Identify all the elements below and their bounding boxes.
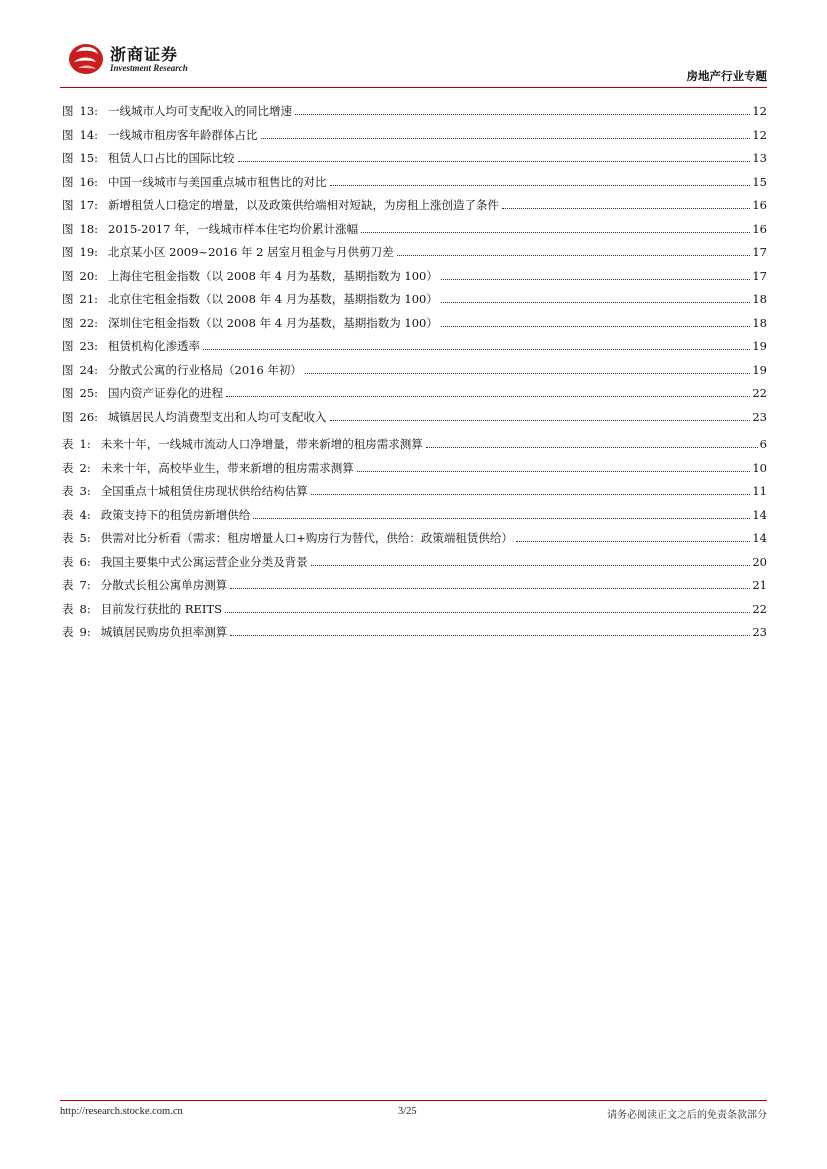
leader-dots xyxy=(361,232,750,233)
entry-title: 租赁机构化渗透率 xyxy=(108,339,201,353)
entry-number: 25: xyxy=(79,386,99,400)
brand-name-cn: 浙商证券 xyxy=(110,45,179,64)
entry-title: 深圳住宅租金指数（以 2008 年 4 月为基数，基期指数为 100） xyxy=(108,315,438,330)
entry-number: 24: xyxy=(79,362,99,377)
table-entry[interactable] xyxy=(62,554,767,578)
entry-page: 17 xyxy=(752,268,767,283)
table-entry[interactable] xyxy=(62,460,767,484)
entry-title: 我国主要集中式公寓运营企业分类及背景 xyxy=(100,554,308,569)
leader-dots xyxy=(230,635,750,636)
entry-number: 20: xyxy=(79,268,99,283)
entry-number: 17: xyxy=(79,198,99,212)
entry-title: 分散式长租公寓单房测算 xyxy=(100,578,228,592)
footer-page-number: 3/25 xyxy=(398,1106,417,1117)
entry-label: 图 xyxy=(62,104,74,118)
entry-label: 表 xyxy=(62,625,74,639)
leader-dots xyxy=(253,518,750,519)
figure-entry[interactable] xyxy=(62,174,767,198)
entry-number: 19: xyxy=(79,245,99,259)
entry-page: 16 xyxy=(752,198,767,212)
entry-label: 图 xyxy=(62,409,74,424)
entry-page: 18 xyxy=(752,292,767,306)
entry-label: 图 xyxy=(62,221,74,236)
entry-title: 北京住宅租金指数（以 2008 年 4 月为基数，基期指数为 100） xyxy=(108,292,438,306)
entry-page: 17 xyxy=(752,245,767,259)
entry-title: 一线城市租房客年龄群体占比 xyxy=(108,127,258,142)
report-type-label: 房地产行业专题 xyxy=(686,69,767,83)
footer-disclaimer: 请务必阅读正文之后的免责条款部分 xyxy=(607,1110,767,1121)
entry-number: 21: xyxy=(79,292,99,306)
entry-title: 目前发行获批的 REITS xyxy=(100,601,223,616)
leader-dots xyxy=(238,161,751,162)
leader-dots xyxy=(441,302,751,303)
entry-number: 9: xyxy=(79,625,91,639)
entry-page: 23 xyxy=(752,625,767,639)
table-list xyxy=(62,436,767,648)
entry-page: 11 xyxy=(752,484,767,498)
footer-url: http://research.stocke.com.cn xyxy=(60,1106,183,1117)
table-entry[interactable] xyxy=(62,530,767,554)
entry-page: 19 xyxy=(752,362,767,377)
figure-entry[interactable] xyxy=(62,197,767,221)
entry-title: 新增租赁人口稳定的增量，以及政策供给端相对短缺，为房租上涨创造了条件 xyxy=(108,198,500,212)
entry-label: 图 xyxy=(62,268,74,283)
entry-page: 12 xyxy=(752,104,767,118)
leader-dots xyxy=(426,447,758,448)
entry-title: 2015-2017 年，一线城市样本住宅均价累计涨幅 xyxy=(108,221,359,236)
entry-number: 6: xyxy=(79,554,91,569)
entry-label: 表 xyxy=(62,507,74,522)
leader-dots xyxy=(311,494,751,495)
entry-title: 分散式公寓的行业格局（2016 年初） xyxy=(108,362,302,377)
entry-label: 图 xyxy=(62,292,74,306)
leader-dots xyxy=(441,279,751,280)
entry-number: 1: xyxy=(79,437,91,451)
entry-label: 图 xyxy=(62,315,74,330)
table-entry[interactable] xyxy=(62,436,767,460)
figure-entry[interactable] xyxy=(62,221,767,245)
leader-dots xyxy=(357,471,751,472)
figure-list xyxy=(62,103,767,432)
entry-label: 表 xyxy=(62,531,74,545)
entry-page: 16 xyxy=(752,221,767,236)
figure-entry[interactable] xyxy=(62,244,767,268)
entry-page: 13 xyxy=(752,151,767,165)
entry-number: 7: xyxy=(79,578,91,592)
entry-number: 16: xyxy=(79,174,99,189)
leader-dots xyxy=(230,588,750,589)
entry-title: 城镇居民购房负担率测算 xyxy=(100,625,228,639)
leader-dots xyxy=(330,420,751,421)
figure-entry[interactable] xyxy=(62,103,767,127)
entry-number: 8: xyxy=(79,601,91,616)
entry-title: 北京某小区 2009~2016 年 2 居室月租金与月供剪刀差 xyxy=(108,245,394,259)
entry-label: 图 xyxy=(62,245,74,259)
leader-dots xyxy=(295,114,750,115)
entry-title: 全国重点十城租赁住房现状供给结构估算 xyxy=(100,484,308,498)
entry-number: 22: xyxy=(79,315,99,330)
entry-number: 23: xyxy=(79,339,99,353)
entry-label: 表 xyxy=(62,601,74,616)
entry-number: 2: xyxy=(79,460,91,475)
entry-label: 图 xyxy=(62,339,74,353)
figure-entry[interactable] xyxy=(62,362,767,386)
leader-dots xyxy=(305,373,750,374)
entry-title: 城镇居民人均消费型支出和人均可支配收入 xyxy=(108,409,327,424)
leader-dots xyxy=(441,326,751,327)
table-entry[interactable] xyxy=(62,577,767,601)
leader-dots xyxy=(516,541,751,542)
entry-page: 12 xyxy=(752,127,767,142)
entry-page: 23 xyxy=(752,409,767,424)
figure-entry[interactable] xyxy=(62,291,767,315)
table-entry[interactable] xyxy=(62,507,767,531)
table-entry[interactable] xyxy=(62,483,767,507)
leader-dots xyxy=(261,138,751,139)
leader-dots xyxy=(203,349,750,350)
entry-label: 表 xyxy=(62,578,74,592)
entry-title: 一线城市人均可支配收入的同比增速 xyxy=(108,104,293,118)
entry-page: 20 xyxy=(752,554,767,569)
entry-title: 未来十年，一线城市流动人口净增量，带来新增的租房需求测算 xyxy=(100,437,423,451)
entry-title: 未来十年，高校毕业生，带来新增的租房需求测算 xyxy=(100,460,354,475)
entry-page: 22 xyxy=(752,386,767,400)
entry-number: 4: xyxy=(79,507,91,522)
entry-page: 21 xyxy=(752,578,767,592)
entry-page: 14 xyxy=(752,507,767,522)
entry-page: 10 xyxy=(752,460,767,475)
entry-page: 18 xyxy=(752,315,767,330)
entry-page: 19 xyxy=(752,339,767,353)
entry-number: 3: xyxy=(79,484,91,498)
footer-divider xyxy=(60,1100,767,1101)
entry-label: 图 xyxy=(62,174,74,189)
entry-title: 政策支持下的租赁房新增供给 xyxy=(100,507,251,522)
entry-title: 国内资产证券化的进程 xyxy=(108,386,224,400)
figure-entry[interactable] xyxy=(62,385,767,409)
entry-title: 租赁人口占比的国际比较 xyxy=(108,151,235,165)
entry-title: 供需对比分析看（需求：租房增量人口+购房行为替代，供给：政策端租赁供给） xyxy=(100,531,513,545)
figure-entry[interactable] xyxy=(62,127,767,151)
entry-title: 中国一线城市与美国重点城市租售比的对比 xyxy=(108,174,327,189)
entry-number: 14: xyxy=(79,127,99,142)
entry-page: 6 xyxy=(759,437,767,451)
leader-dots xyxy=(330,185,751,186)
entry-number: 26: xyxy=(79,409,99,424)
entry-label: 表 xyxy=(62,554,74,569)
entry-page: 15 xyxy=(752,174,767,189)
entry-number: 15: xyxy=(79,151,99,165)
brand-name-en: Investment Research xyxy=(110,63,188,73)
leader-dots xyxy=(397,255,751,256)
table-entry[interactable] xyxy=(62,601,767,625)
figure-entry[interactable] xyxy=(62,338,767,362)
page-header xyxy=(60,38,767,86)
entry-label: 表 xyxy=(62,484,74,498)
entry-label: 图 xyxy=(62,127,74,142)
entry-label: 图 xyxy=(62,362,74,377)
leader-dots xyxy=(311,565,751,566)
entry-number: 13: xyxy=(79,104,99,118)
figure-entry[interactable] xyxy=(62,315,767,339)
entry-label: 图 xyxy=(62,386,74,400)
entry-page: 22 xyxy=(752,601,767,616)
figure-entry[interactable] xyxy=(62,150,767,174)
leader-dots xyxy=(225,612,750,613)
entry-label: 表 xyxy=(62,437,74,451)
entry-page: 14 xyxy=(752,531,767,545)
leader-dots xyxy=(502,208,750,209)
entry-label: 图 xyxy=(62,198,74,212)
entry-number: 18: xyxy=(79,221,99,236)
entry-label: 图 xyxy=(62,151,74,165)
entry-label: 表 xyxy=(62,460,74,475)
leader-dots xyxy=(226,396,750,397)
figure-entry[interactable] xyxy=(62,268,767,292)
header-divider xyxy=(60,87,767,88)
entry-number: 5: xyxy=(79,531,91,545)
company-logo-icon xyxy=(66,40,106,76)
figure-entry[interactable] xyxy=(62,409,767,433)
table-entry[interactable] xyxy=(62,624,767,648)
entry-title: 上海住宅租金指数（以 2008 年 4 月为基数，基期指数为 100） xyxy=(108,268,438,283)
